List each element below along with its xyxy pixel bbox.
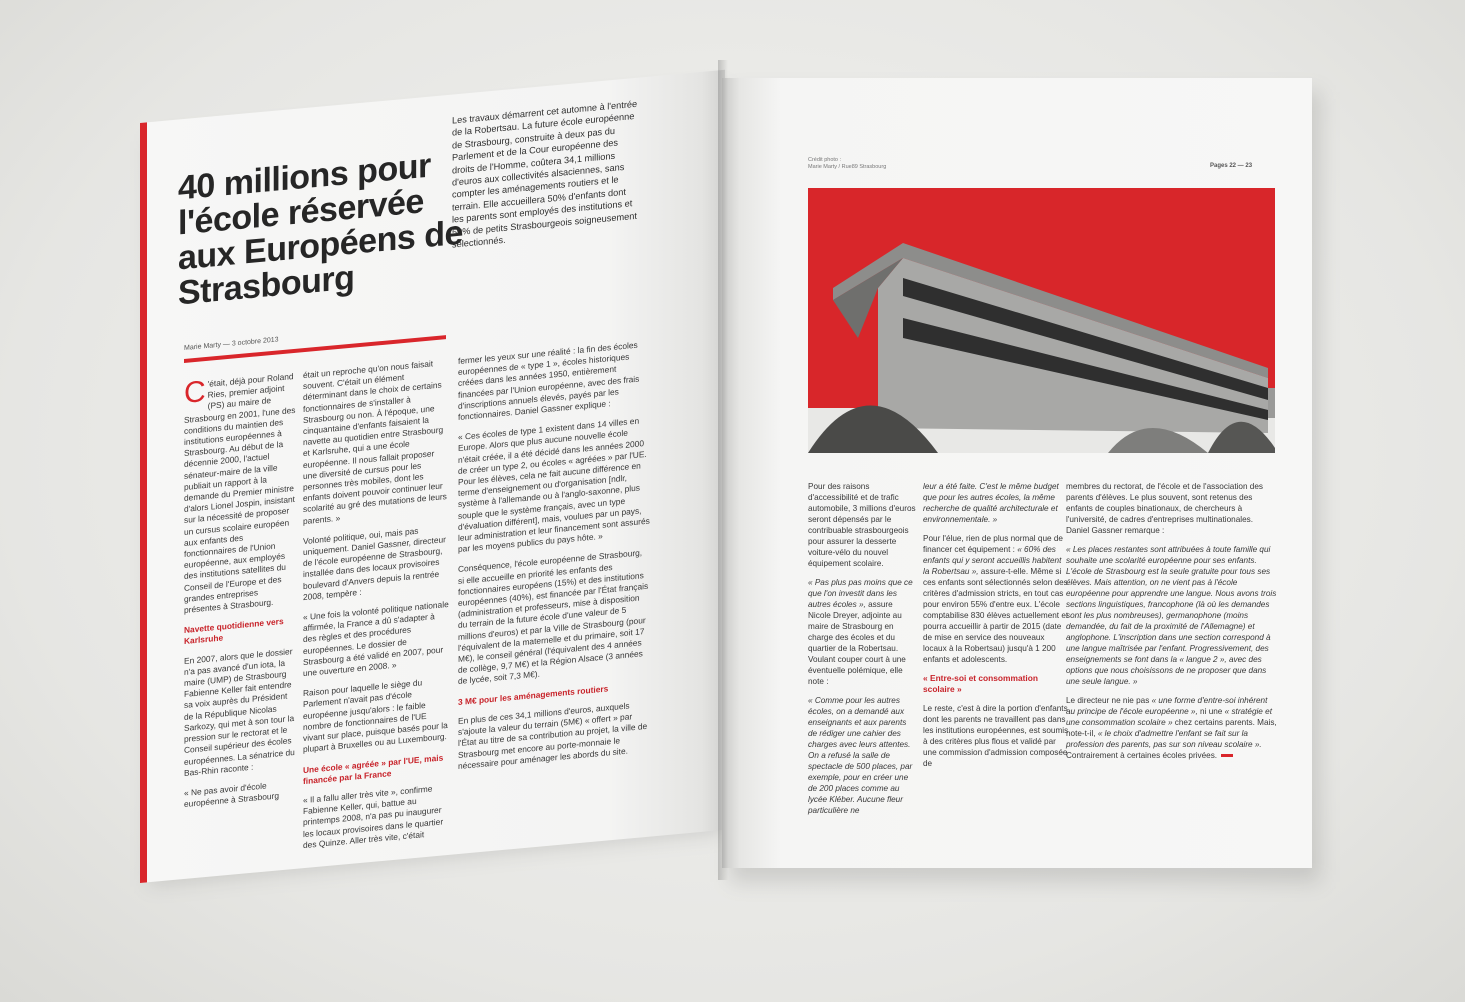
end-of-article-mark bbox=[1221, 754, 1233, 757]
paragraph: leur a été faite. C'est le même budget que pour les autres écoles, la même recherche de qualité architecturale et environnementale. » bbox=[923, 482, 1059, 524]
paragraph: Pour des raisons d'accessibilité et de trafic automobile, 3 millions d'euros seront dépensés par le contribuable strasbourgeois pour assurer la desserte voiture-vélo du nouvel équipement scolaire. bbox=[808, 482, 916, 568]
paragraph: « Il a fallu aller très vite », confirme Fabienne Keller, qui, battue au printemps 2008, n'a pas pu inaugurer les locaux provisoires dans le quartier des Quinze. Aller très vite, c'était bbox=[303, 783, 444, 850]
paragraph: Pour l'élue, rien de plus normal que de financer cet équipement : « 60% des enfants qui y seront accueillis habitent la Robertsau », assure-t-elle. Même si ces enfants sont sélectionnés selon des critères d'admission stricts, en tout cas pour environ 55% d'entre eux. L'école comptabilise 830 élèves actuellement et pourra accueillir à partir de 2015 (date de mise en service des nouveaux locaux à la Robertsau) jusqu'à 1 200 enfants et adolescents. bbox=[923, 534, 1069, 664]
paragraph: « Les places restantes sont attribuées à toute famille qui souhaite une scolarité européenne pour ses enfants. L'école de Strasbourg est la seule gratuite pour tous ses élèves. Mais attention, on ne vient pas à l'école européenne pour apprendre une langue. Nous avons trois sections linguistiques, francophone (là où les demandes sont les plus nombreuses), germanophone (moins demandée, du fait de la proximité de l'Allemagne) et anglophone. L'inscription dans une section correspond à une langue maîtrisée par l'enfant. Progressivement, des enseignements se font dans la « langue 2 », avec des options que nous choisissons de ne proposer que dans une seule langue. » bbox=[1066, 545, 1277, 686]
paragraph: Le reste, c'est à dire la portion d'enfants dont les parents ne travaillent pas dans les institutions européennes, est soumis à des critères plus flous et validé par une commission d'admission composée de bbox=[923, 704, 1069, 769]
paragraph: « Ces écoles de type 1 existent dans 14 villes en Europe. Alors que plus aucune nouvelle école n'était créée, il a été décidé dans les années 2000 de créer un type 2, ou écoles « agréées » par l'UE. Pour les élèves, cela ne fait aucune différence en terme d'enseignement ou d'organisation [ndlr, système à l'allemande ou à l'anglo-saxonne, plus souple que le système français, avec un type d'évaluation différent], mais, voulues par un pays, leur administration et leur financement sont assurés par les moyens publics du pays hôte. » bbox=[458, 415, 650, 555]
page-numbers: Pages 22 — 23 bbox=[1210, 163, 1253, 169]
left-page bbox=[140, 70, 725, 883]
paragraph: Raison pour laquelle le siège du Parlement n'avait pas d'école européenne jusqu'alors : le faible nombre de fonctionnaires de l'UE vivant sur place, puisque basés pour la plupart à Bruxelles ou au Luxembourg. bbox=[303, 677, 448, 755]
left-column-1 bbox=[184, 371, 296, 820]
paragraph: « Pas plus pas moins que ce que l'on investit dans les autres écoles », assure Nicole Dreyer, adjointe au maire de Strasbourg en charge des écoles et du quartier de la Robertsau. Voulant couper court à une éventuelle polémique, elle note : bbox=[808, 578, 913, 686]
paragraph: fermer les yeux sur une réalité : la fin des écoles européennes de « type 1 », écoles historiques créées dans les années 1950, entièrement financées par l'Union européenne, avec des frais d'inscriptions annuels élevés, payés par les fonctionnaires. Daniel Gassner explique : bbox=[458, 339, 640, 423]
byline: Marie Marty — 3 octobre 2013 bbox=[184, 336, 279, 352]
left-edge-red-bar bbox=[140, 122, 147, 883]
paragraph: Le directeur ne nie pas « une forme d'entre-soi inhérent au principe de l'école européenne », ni une « stratégie et une consommation scolaire » chez certains parents. Mais, note-t-il, « le choix d'admettre l'enfant se fait sur la profession des parents, pas sur son niveau scolaire ». Contrairement à certaines écoles privées. bbox=[1066, 696, 1277, 760]
right-column-3 bbox=[1066, 481, 1278, 769]
left-column-3 bbox=[458, 339, 650, 781]
right-column-1 bbox=[808, 481, 916, 824]
subheading: 3 M€ pour les aménagements routiers bbox=[458, 683, 609, 707]
subheading: Navette quotidienne vers Karlsruhe bbox=[184, 616, 284, 647]
right-column-2 bbox=[923, 481, 1069, 777]
drop-cap: C bbox=[184, 375, 206, 410]
paragraph: était un reproche qu'on nous faisait souvent. C'était un élément déterminant dans le choix de certains fonctionnaires de s'installer à Strasbourg ou non. À l'époque, une cinquantaine d'enfants faisaient la navette au quotidien entre Strasbourg et Karlsruhe, qui a une école européenne. Il nous fallait proposer une diversité de cursus pour les personnes très mobiles, dont les enfants doivent pouvoir continuer leur scolarité au gré des mutations de leurs parents. » bbox=[303, 358, 447, 526]
paragraph: membres du rectorat, de l'école et de l'association des parents d'élèves. Le plus souvent, sont retenus des enfants de couples binationaux, de chercheurs à l'université, de cadres d'entreprises multinationales. Daniel Gassner remarque : bbox=[1066, 482, 1263, 535]
subheading: « Entre-soi et consommation scolaire » bbox=[923, 673, 1038, 695]
paragraph: C 'était, déjà pour Roland Ries, premier adjoint (PS) au maire de Strasbourg en 2001, l'une des conditions du maintien des institutions européennes à Strasbourg. Au début de la décennie 2000, l'actuel sénateur-maire de la ville publiait un rapport à la demande du Premier ministre d'alors Lionel Jospin, insistant sur la nécessité de proposer un cursus scolaire européen aux enfants des fonctionnaires de l'Union européenne, aux employés des institutions satellites du Conseil de l'Europe et des grandes entreprises présentes à Strasbourg. bbox=[184, 371, 296, 616]
lede-paragraph: Les travaux démarrent cet automne à l'entrée de la Robertsau. La future école européenne de Strasbourg, construite à deux pas du Parlement et de la Cour européenne des droits de l'Homme, coûtera 34,1 millions d'euros aux collectivités alsaciennes, sans compter les aménagements routiers et le terrain. Elle accueillera 50% d'enfants dont les parents sont employés des institutions et 50% de petits Strasbourgeois soigneusement sélectionnés. bbox=[452, 98, 638, 250]
paragraph: « Une fois la volonté politique nationale affirmée, la France a dû s'adapter à des règles et des procédures européennes. Le dossier de Strasbourg a été validé en 2007, pour une ouverture en 2008. » bbox=[303, 598, 449, 679]
photo-credit: Crédit photo : Marie Marty / Rue89 Strasbourg bbox=[808, 157, 887, 170]
magazine-spine bbox=[718, 60, 728, 880]
title-rule bbox=[184, 335, 446, 363]
paragraph: « Ne pas avoir d'école européenne à Strasbourg bbox=[184, 780, 279, 810]
paragraph: Volonté politique, oui, mais pas uniquement. Daniel Gassner, directeur de l'école européenne de Strasbourg, installée dans des locaux provisoires boulevard d'Anvers depuis la rentrée 2008, tempère : bbox=[303, 525, 446, 603]
paragraph: Conséquence, l'école européenne de Strasbourg, si elle accueille en priorité les enfants des fonctionnaires européens (15%) et des institutions européennes (40%), est financée par l'État français (administration et professeurs, mise à disposition du terrain de la future école d'une valeur de 5 millions d'euros) et par la Ville de Strasbourg (pour l'équivalent de la maternelle et du primaire, soit 17 M€), le conseil général (l'équivalent des 4 années de collège, 9,7 M€) et la Région Alsace (3 années de lycée, soit 7,3 M€). bbox=[458, 547, 649, 687]
paragraph: En 2007, alors que le dossier n'a pas avancé d'un iota, la maire (UMP) de Strasbourg Fabienne Keller fait entendre sa voix auprès du Président de la République Nicolas Sarkozy, qui met à son tour la pression sur le rectorat et le Conseil supérieur des écoles européennes. La sénatrice du Bas-Rhin raconte : bbox=[184, 645, 295, 778]
subheading: Une école « agréée » par l'UE, mais financée par la France bbox=[303, 751, 444, 786]
article-title: 40 millions pour l'école réservée aux Européens de Strasbourg bbox=[178, 146, 463, 313]
paragraph: « Comme pour les autres écoles, on a demandé aux enseignants et aux parents de rédiger une cahier des charges avec leurs attentes. On a refusé la salle de spectacle de 500 places, par exemple, pour en créer une de 200 places comme au lycée Kléber. Aucune fleur particulière ne bbox=[808, 696, 913, 815]
building-photo bbox=[808, 188, 1275, 453]
right-page bbox=[722, 78, 1312, 868]
left-column-2 bbox=[303, 357, 449, 860]
paragraph: En plus de ces 34,1 millions d'euros, auxquels s'ajoute la valeur du terrain (5M€) « offert » par l'État au titre de sa contribution au projet, la ville de Strasbourg met encore au porte-monnaie le nécessaire pour aménager les abords du site. bbox=[458, 700, 648, 771]
